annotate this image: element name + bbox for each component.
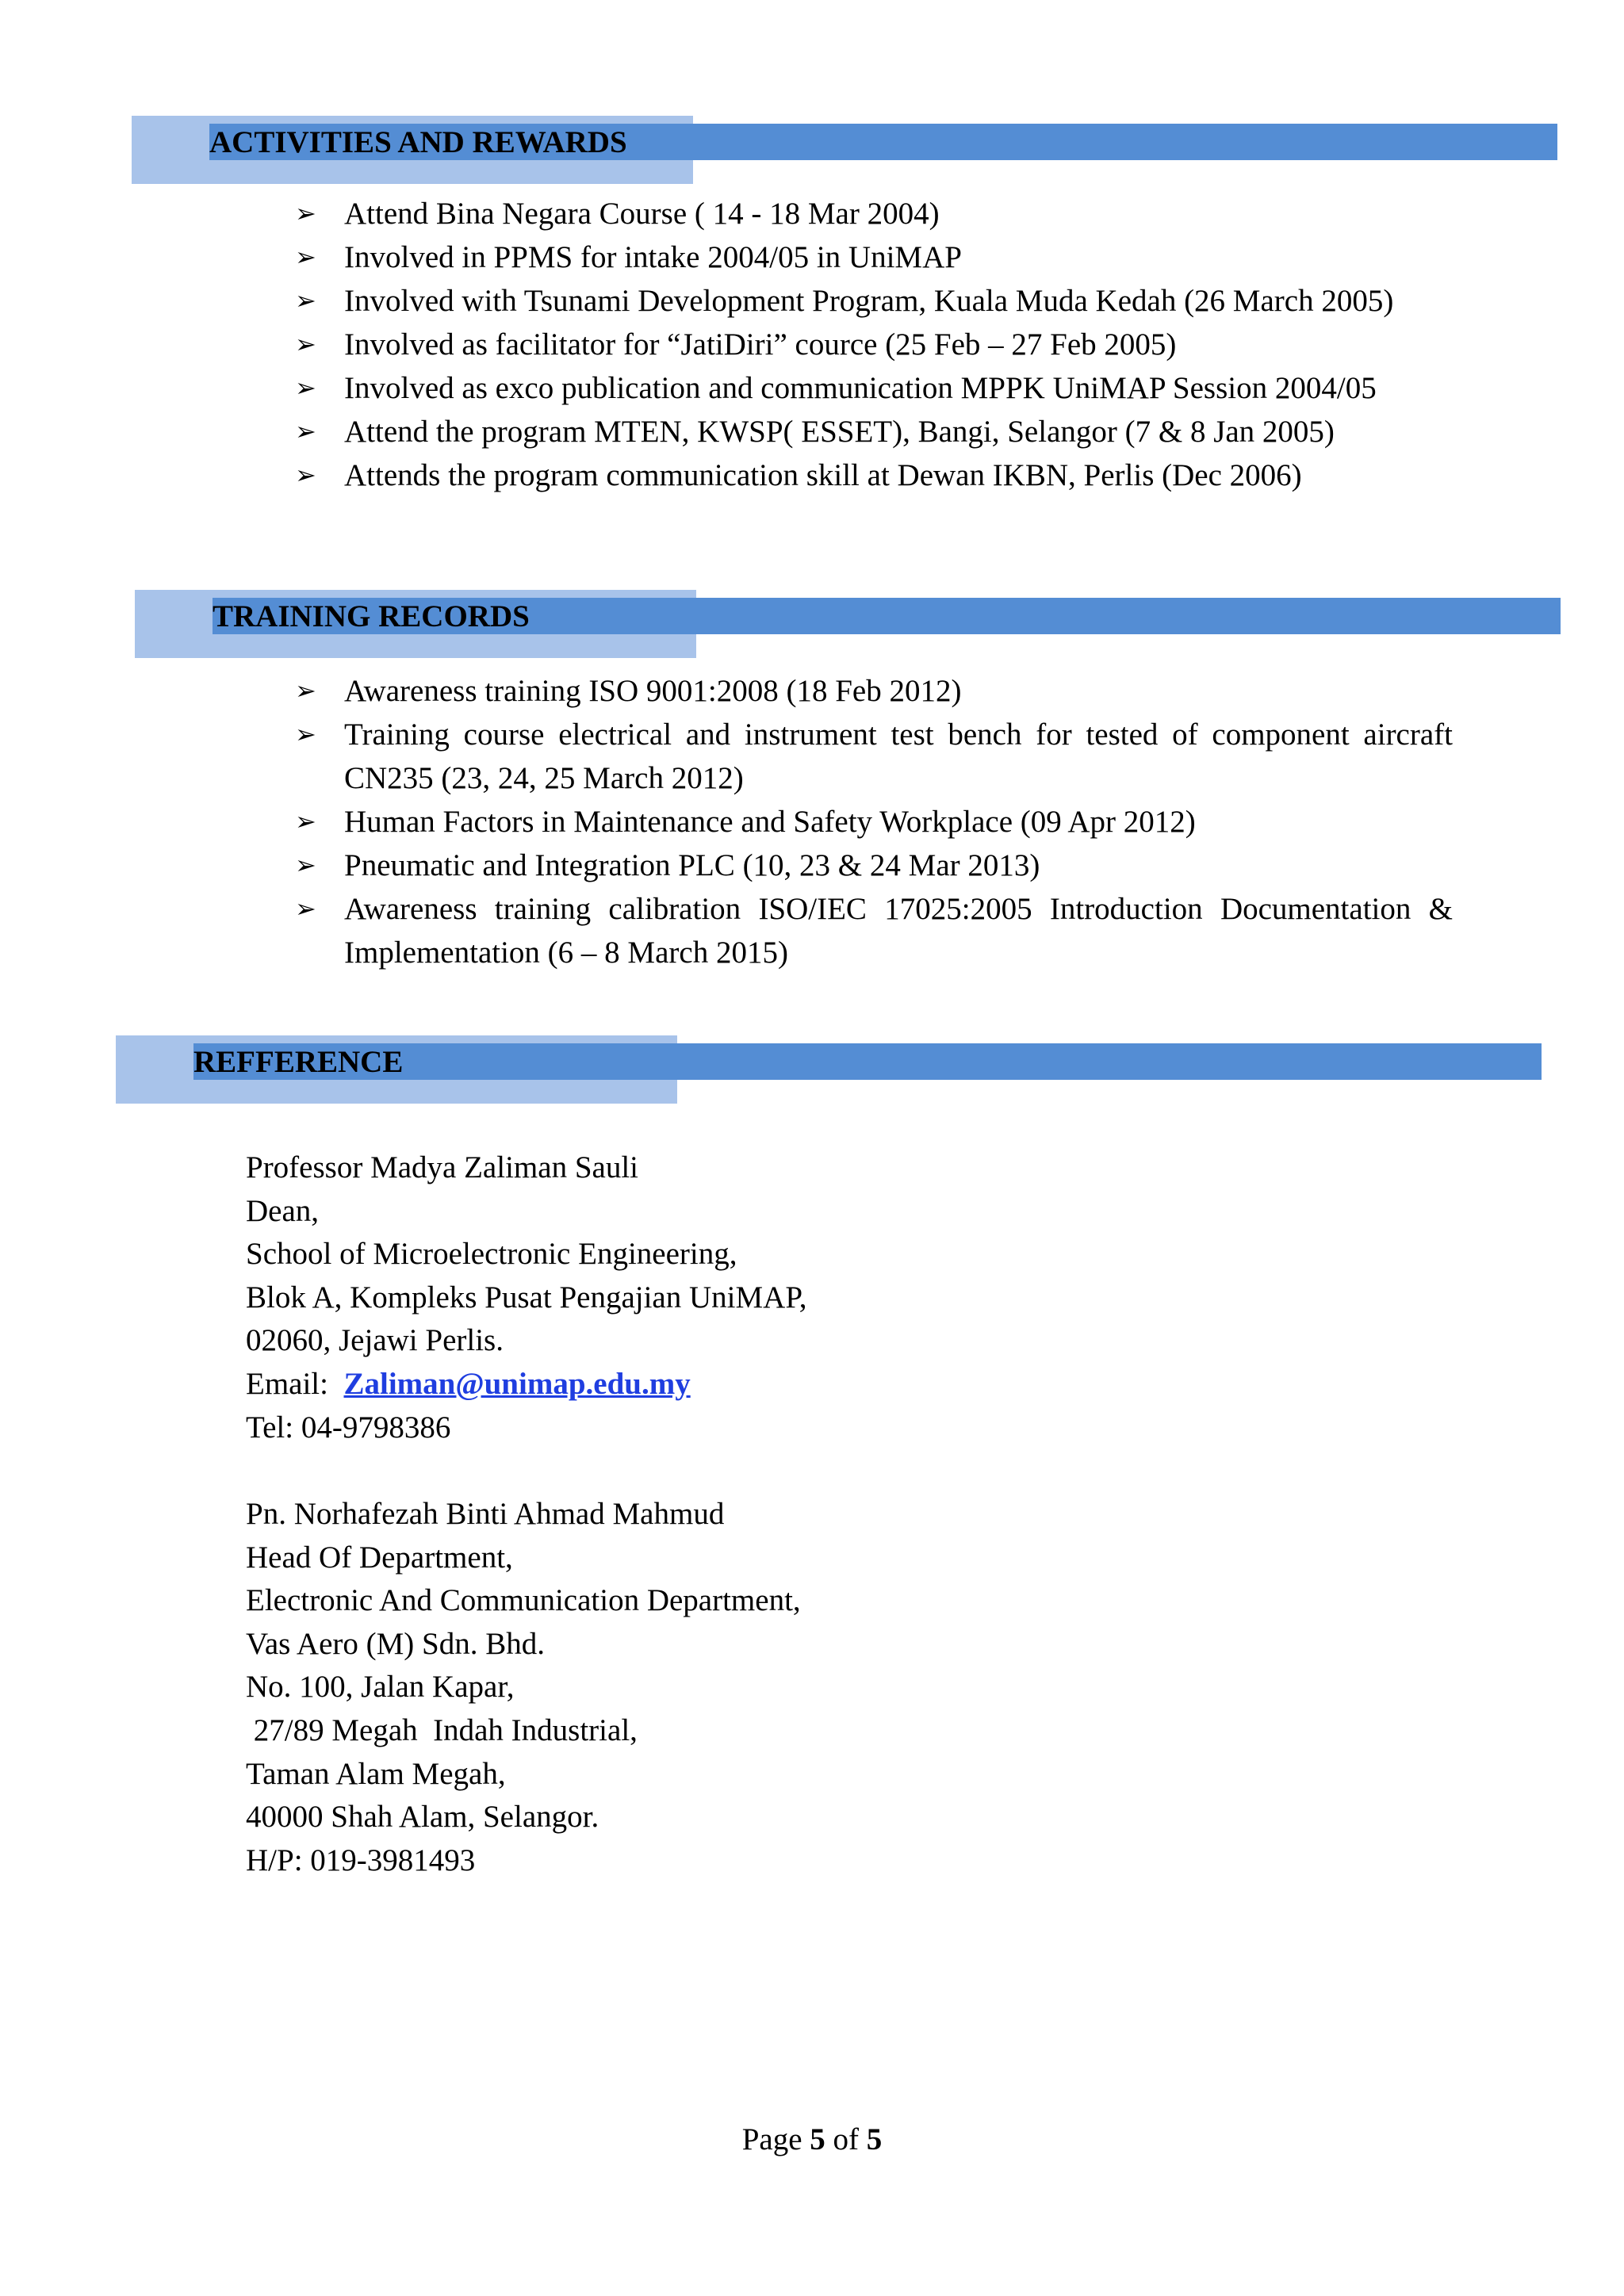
list-item-text: Human Factors in Maintenance and Safety Workplace (09 Apr 2012): [344, 805, 1196, 839]
email-label: Email:: [246, 1366, 344, 1401]
list-item: [295, 323, 1453, 366]
section-title-activities: ACTIVITIES AND REWARDS: [209, 125, 627, 159]
list-item-text: Attends the program communication skill at Dewan IKBN, Perlis (Dec 2006): [344, 458, 1302, 492]
section-title-reference: REFFERENCE: [193, 1045, 404, 1079]
arrow-bullet-icon: ➢: [295, 242, 316, 272]
list-item-text: Involved as exco publication and communication MPPK UniMAP Session 2004/05: [344, 371, 1377, 405]
reference-2: [246, 1493, 801, 1882]
ref2-city: 40000 Shah Alam, Selangor.: [246, 1800, 599, 1835]
list-item-text: Training course electrical and instrument test bench for tested of component aircraft CN235 (23, 24, 25 March 2012): [344, 718, 1453, 795]
ref2-department: Electronic And Communication Department,: [246, 1583, 801, 1618]
page-footer: [0, 2122, 1624, 2157]
ref1-address: Blok A, Kompleks Pusat Pengajian UniMAP,: [246, 1280, 807, 1314]
arrow-bullet-icon: ➢: [295, 850, 316, 880]
list-item: [295, 235, 1453, 279]
list-item-text: Involved with Tsunami Development Program, Kuala Muda Kedah (26 March 2005): [344, 284, 1394, 318]
list-item: [295, 192, 1453, 235]
arrow-bullet-icon: ➢: [295, 198, 316, 228]
list-item-text: Pneumatic and Integration PLC (10, 23 & 24 Mar 2013): [344, 848, 1040, 882]
list-item: [295, 844, 1453, 887]
arrow-bullet-icon: ➢: [295, 373, 316, 403]
list-item: [295, 669, 1453, 713]
of-label: of: [825, 2122, 867, 2156]
ref1-postcode: 02060, Jejawi Perlis.: [246, 1323, 504, 1358]
ref2-company: Vas Aero (M) Sdn. Bhd.: [246, 1626, 545, 1661]
email-link[interactable]: Zaliman@unimap.edu.my: [343, 1366, 691, 1401]
section-header-reference: [116, 1035, 1542, 1104]
activities-list: [295, 192, 1453, 497]
ref2-area: 27/89 Megah Indah Industrial,: [246, 1712, 638, 1747]
arrow-bullet-icon: ➢: [295, 719, 316, 749]
page-label: Page: [741, 2122, 810, 2156]
list-item: [295, 366, 1453, 410]
list-item-text: Involved in PPMS for intake 2004/05 in UniMAP: [344, 240, 962, 274]
ref1-name: Professor Madya Zaliman Sauli: [246, 1150, 638, 1184]
ref2-street: No. 100, Jalan Kapar,: [246, 1670, 515, 1705]
arrow-bullet-icon: ➢: [295, 806, 316, 836]
list-item: [295, 410, 1453, 453]
section-header-activities: [132, 116, 1557, 184]
arrow-bullet-icon: ➢: [295, 675, 316, 706]
ref2-taman: Taman Alam Megah,: [246, 1756, 506, 1791]
ref2-name: Pn. Norhafezah Binti Ahmad Mahmud: [246, 1497, 725, 1531]
list-item-text: Involved as facilitator for “JatiDiri” cource (25 Feb – 27 Feb 2005): [344, 327, 1177, 362]
arrow-bullet-icon: ➢: [295, 329, 316, 359]
page-current: 5: [810, 2122, 825, 2156]
list-item-text: Awareness training calibration ISO/IEC 17025:2005 Introduction Documentation & Implementation (6 – 8 March 2015): [344, 892, 1453, 970]
list-item: [295, 800, 1453, 844]
section-title-training: TRAINING RECORDS: [213, 599, 530, 633]
reference-1: [246, 1146, 806, 1449]
list-item: [295, 453, 1453, 497]
ref1-tel: Tel: 04-9798386: [246, 1410, 451, 1445]
list-item-text: Attend Bina Negara Course ( 14 - 18 Mar 2004): [344, 197, 940, 231]
ref1-school: School of Microelectronic Engineering,: [246, 1237, 737, 1272]
training-list: [295, 669, 1453, 974]
list-item-text: Attend the program MTEN, KWSP( ESSET), Bangi, Selangor (7 & 8 Jan 2005): [344, 415, 1335, 449]
ref2-position: Head Of Department,: [246, 1540, 513, 1575]
list-item-text: Awareness training ISO 9001:2008 (18 Feb 2012): [344, 674, 962, 708]
section-header-training: [135, 590, 1561, 658]
arrow-bullet-icon: ➢: [295, 894, 316, 924]
list-item: [295, 713, 1453, 800]
ref2-phone: H/P: 019-3981493: [246, 1843, 476, 1877]
ref1-position: Dean,: [246, 1193, 320, 1228]
list-item: [295, 887, 1453, 974]
ref1-email-line: [246, 1363, 806, 1406]
list-item: [295, 279, 1453, 323]
page-total: 5: [866, 2122, 883, 2156]
arrow-bullet-icon: ➢: [295, 285, 316, 316]
arrow-bullet-icon: ➢: [295, 460, 316, 490]
arrow-bullet-icon: ➢: [295, 416, 316, 446]
